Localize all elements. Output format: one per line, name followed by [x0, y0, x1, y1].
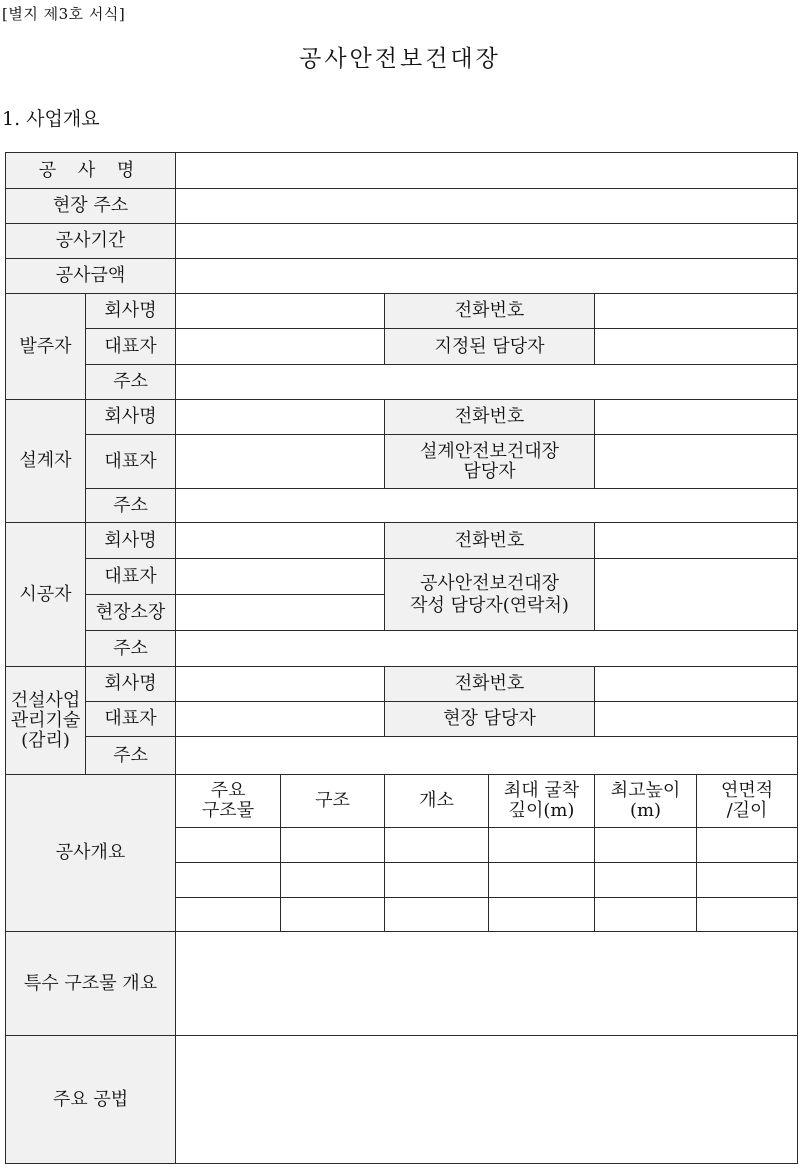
supervisor-group-label-line-2: 관리기술	[10, 709, 81, 731]
amount-field[interactable]	[176, 259, 798, 294]
period-label: 공사기간	[6, 224, 176, 259]
supervisor-group-label	[6, 667, 86, 775]
supervisor-phone-label: 전화번호	[385, 667, 595, 702]
overview-cell[interactable]	[489, 828, 595, 863]
overview-cell[interactable]	[385, 863, 489, 898]
builder-phone-label: 전화번호	[385, 523, 595, 559]
special-structures-field[interactable]	[176, 932, 798, 1036]
owner-contact-field[interactable]	[595, 329, 798, 365]
main-methods-label: 주요 공법	[6, 1036, 176, 1164]
site-address-field[interactable]	[176, 189, 798, 224]
supervisor-contact-field[interactable]	[595, 702, 798, 737]
period-field[interactable]	[176, 224, 798, 259]
project-name-label: 공 사 명	[6, 153, 176, 189]
owner-contact-label: 지정된 담당자	[385, 329, 595, 365]
designer-company-label: 회사명	[86, 400, 176, 435]
designer-group-label: 설계자	[6, 400, 86, 523]
document-title: 공사안전보건대장	[299, 46, 501, 72]
designer-contact-label-line-1: 설계안전보건대장	[419, 440, 560, 462]
builder-company-field[interactable]	[176, 523, 385, 559]
overview-col-max-excavation-depth	[489, 775, 595, 828]
builder-site-manager-label: 현장소장	[86, 595, 176, 631]
designer-rep-label: 대표자	[86, 435, 176, 489]
supervisor-contact-label: 현장 담당자	[385, 702, 595, 737]
owner-rep-label: 대표자	[86, 329, 176, 365]
overview-col-max-excavation-depth-line-1: 최대 굴착	[503, 780, 580, 801]
owner-phone-field[interactable]	[595, 294, 798, 329]
builder-company-label: 회사명	[86, 523, 176, 559]
overview-col-floor-area-line-1: 연면적	[720, 780, 774, 801]
section-heading: 1. 사업개요	[2, 108, 100, 130]
overview-cell[interactable]	[697, 898, 798, 932]
builder-phone-field[interactable]	[595, 523, 798, 559]
overview-col-floor-area-line-2: /길이	[726, 800, 768, 821]
owner-group-label: 발주자	[6, 294, 86, 400]
overview-cell[interactable]	[489, 863, 595, 898]
builder-address-field[interactable]	[176, 631, 798, 667]
supervisor-phone-field[interactable]	[595, 667, 798, 702]
designer-phone-label: 전화번호	[385, 400, 595, 435]
designer-contact-label-line-2: 담당자	[463, 460, 516, 482]
overview-cell[interactable]	[697, 863, 798, 898]
overview-col-max-height	[595, 775, 697, 828]
supervisor-group-label-line-3: (감리)	[21, 729, 70, 751]
designer-address-label: 주소	[86, 489, 176, 523]
builder-site-manager-field[interactable]	[176, 595, 385, 631]
overview-cell[interactable]	[176, 863, 281, 898]
builder-group-label: 시공자	[6, 523, 86, 667]
overview-col-structure: 구조	[281, 775, 385, 828]
owner-company-label: 회사명	[86, 294, 176, 329]
supervisor-rep-field[interactable]	[176, 702, 385, 737]
supervisor-company-label: 회사명	[86, 667, 176, 702]
amount-label: 공사금액	[6, 259, 176, 294]
main-methods-field[interactable]	[176, 1036, 798, 1164]
supervisor-rep-label: 대표자	[86, 702, 176, 737]
overview-cell[interactable]	[281, 898, 385, 932]
overview-col-main-structure	[176, 775, 281, 828]
supervisor-address-field[interactable]	[176, 737, 798, 775]
designer-address-field[interactable]	[176, 489, 798, 523]
site-address-label: 현장 주소	[6, 189, 176, 224]
builder-contact-label-line-2: 작성 담당자(연락처)	[410, 594, 569, 616]
owner-address-label: 주소	[86, 365, 176, 400]
project-name-field[interactable]	[176, 153, 798, 189]
builder-contact-label	[385, 559, 595, 631]
supervisor-group-label-line-1: 건설사업	[10, 689, 81, 711]
overview-cell[interactable]	[281, 828, 385, 863]
special-structures-label: 특수 구조물 개요	[6, 932, 176, 1036]
designer-company-field[interactable]	[176, 400, 385, 435]
overview-cell[interactable]	[697, 828, 798, 863]
overview-cell[interactable]	[176, 828, 281, 863]
designer-phone-field[interactable]	[595, 400, 798, 435]
supervisor-company-field[interactable]	[176, 667, 385, 702]
overview-cell[interactable]	[595, 863, 697, 898]
builder-address-label: 주소	[86, 631, 176, 667]
designer-contact-label	[385, 435, 595, 489]
overview-cell[interactable]	[595, 898, 697, 932]
overview-label: 공사개요	[6, 775, 176, 932]
owner-company-field[interactable]	[176, 294, 385, 329]
overview-cell[interactable]	[489, 898, 595, 932]
builder-rep-label: 대표자	[86, 559, 176, 595]
overview-cell[interactable]	[281, 863, 385, 898]
builder-contact-label-line-1: 공사안전보건대장	[419, 572, 560, 594]
supervisor-address-label: 주소	[86, 737, 176, 775]
overview-col-max-height-line-1: 최고높이	[610, 780, 681, 801]
overview-col-floor-area	[697, 775, 798, 828]
overview-cell[interactable]	[385, 828, 489, 863]
overview-col-max-excavation-depth-line-2: 깊이(m)	[508, 800, 575, 821]
form-reference: [별지 제3호 서식]	[2, 5, 126, 23]
overview-cell[interactable]	[385, 898, 489, 932]
overview-cell[interactable]	[595, 828, 697, 863]
designer-contact-field[interactable]	[595, 435, 798, 489]
overview-cell[interactable]	[176, 898, 281, 932]
owner-phone-label: 전화번호	[385, 294, 595, 329]
overview-col-main-structure-line-2: 구조물	[201, 800, 255, 821]
owner-rep-field[interactable]	[176, 329, 385, 365]
overview-col-main-structure-line-1: 주요	[210, 780, 246, 801]
owner-address-field[interactable]	[176, 365, 798, 400]
builder-contact-field[interactable]	[595, 559, 798, 631]
overview-col-count: 개소	[385, 775, 489, 828]
builder-rep-field[interactable]	[176, 559, 385, 595]
overview-col-max-height-line-2: (m)	[629, 800, 662, 821]
designer-rep-field[interactable]	[176, 435, 385, 489]
project-overview-table	[5, 152, 798, 1164]
